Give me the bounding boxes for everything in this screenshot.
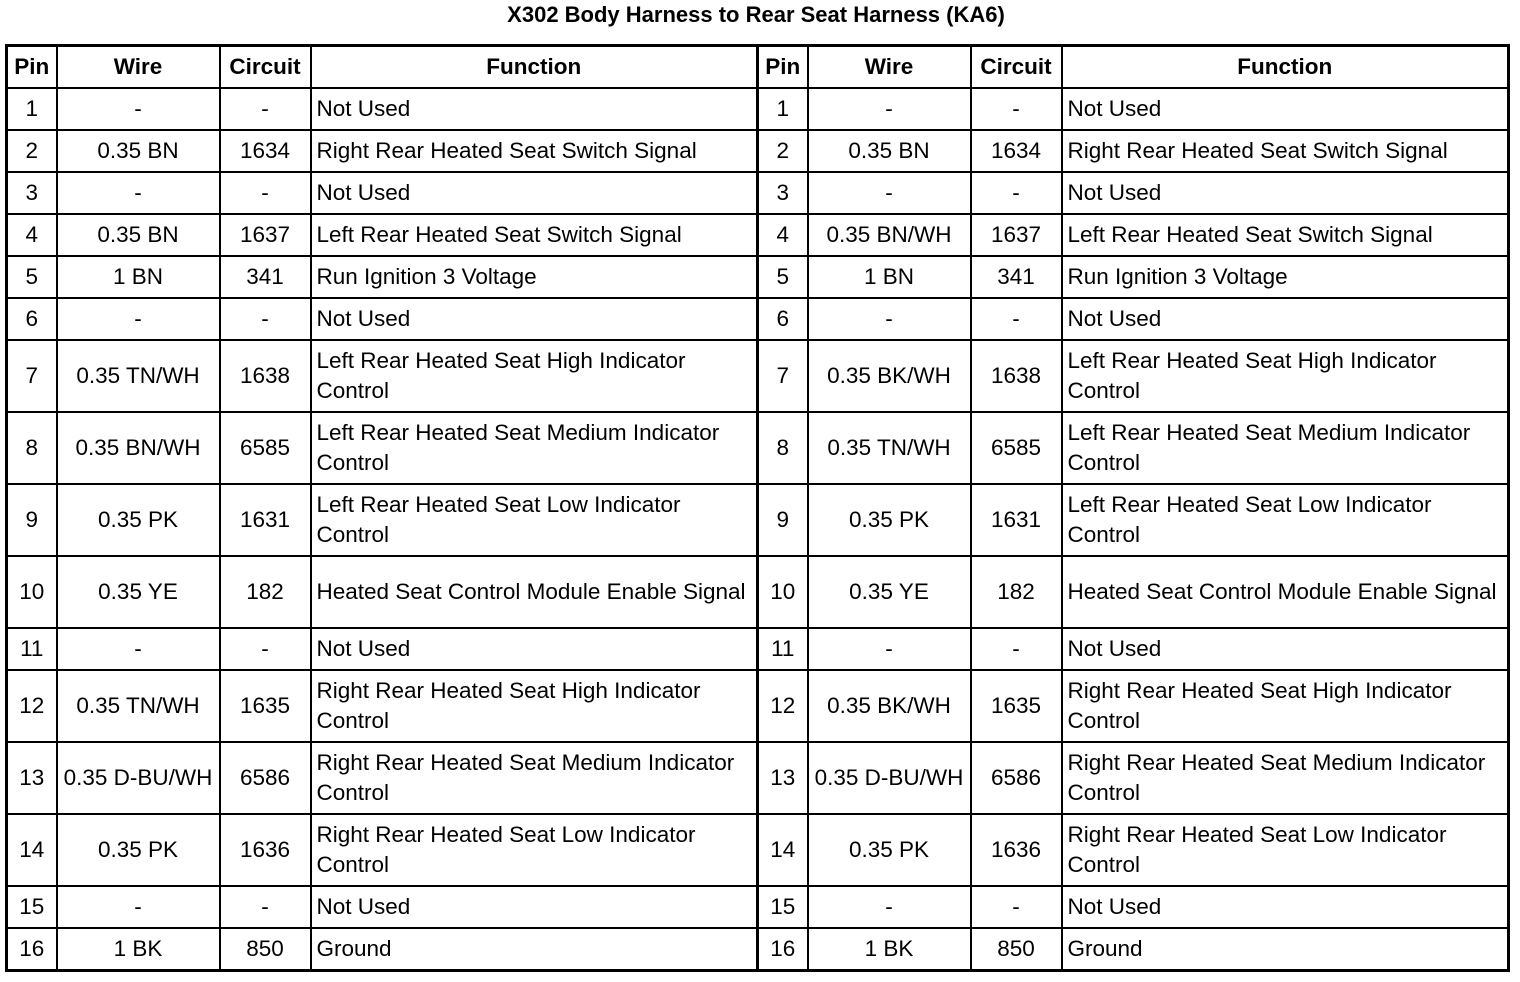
wire-cell: -	[808, 886, 971, 928]
circuit-cell: 1635	[971, 670, 1062, 742]
pin-cell: 4	[7, 214, 57, 256]
function-cell: Run Ignition 3 Voltage	[311, 256, 758, 298]
circuit-cell: 1631	[971, 484, 1062, 556]
pin-cell: 10	[758, 556, 808, 628]
function-cell: Run Ignition 3 Voltage	[1062, 256, 1509, 298]
circuit-cell: -	[220, 628, 311, 670]
pin-cell: 2	[758, 130, 808, 172]
header-pin: Pin	[758, 46, 808, 89]
header-function: Function	[1062, 46, 1509, 89]
wire-cell: 0.35 TN/WH	[57, 670, 220, 742]
function-cell: Left Rear Heated Seat High Indicator Control	[1062, 340, 1509, 412]
pin-cell: 3	[758, 172, 808, 214]
function-cell: Right Rear Heated Seat Low Indicator Control	[311, 814, 758, 886]
wire-cell: -	[57, 886, 220, 928]
connector-pinout-table	[5, 44, 1510, 972]
function-cell: Right Rear Heated Seat Medium Indicator Control	[311, 742, 758, 814]
pin-cell: 14	[7, 814, 57, 886]
wire-cell: 0.35 YE	[808, 556, 971, 628]
circuit-cell: 182	[220, 556, 311, 628]
function-cell: Not Used	[311, 88, 758, 130]
table-row	[7, 886, 1509, 928]
table-row	[7, 628, 1509, 670]
function-cell: Left Rear Heated Seat Low Indicator Control	[1062, 484, 1509, 556]
pin-cell: 16	[7, 928, 57, 971]
table-row	[7, 256, 1509, 298]
circuit-cell: 1638	[971, 340, 1062, 412]
wire-cell: 0.35 PK	[808, 814, 971, 886]
pin-cell: 5	[7, 256, 57, 298]
circuit-cell: -	[971, 172, 1062, 214]
wire-cell: -	[808, 172, 971, 214]
table-row	[7, 412, 1509, 484]
pin-cell: 7	[758, 340, 808, 412]
function-cell: Right Rear Heated Seat Switch Signal	[1062, 130, 1509, 172]
header-wire: Wire	[57, 46, 220, 89]
circuit-cell: 6586	[220, 742, 311, 814]
function-cell: Not Used	[1062, 628, 1509, 670]
circuit-cell: 1637	[971, 214, 1062, 256]
function-cell: Not Used	[1062, 886, 1509, 928]
function-cell: Not Used	[311, 886, 758, 928]
wire-cell: 0.35 BN	[57, 214, 220, 256]
function-cell: Right Rear Heated Seat Switch Signal	[311, 130, 758, 172]
function-cell: Ground	[1062, 928, 1509, 971]
wire-cell: 0.35 TN/WH	[57, 340, 220, 412]
wire-cell: -	[808, 628, 971, 670]
function-cell: Not Used	[311, 628, 758, 670]
wire-cell: -	[57, 88, 220, 130]
function-cell: Right Rear Heated Seat High Indicator Control	[311, 670, 758, 742]
function-cell: Left Rear Heated Seat Low Indicator Control	[311, 484, 758, 556]
circuit-cell: 1634	[971, 130, 1062, 172]
pin-cell: 2	[7, 130, 57, 172]
wire-cell: 0.35 PK	[57, 484, 220, 556]
pin-cell: 7	[7, 340, 57, 412]
pin-cell: 14	[758, 814, 808, 886]
pin-cell: 11	[7, 628, 57, 670]
circuit-cell: 1638	[220, 340, 311, 412]
wire-cell: 1 BN	[57, 256, 220, 298]
wire-cell: -	[57, 628, 220, 670]
circuit-cell: 850	[220, 928, 311, 971]
wire-cell: -	[808, 88, 971, 130]
function-cell: Left Rear Heated Seat Switch Signal	[1062, 214, 1509, 256]
wire-cell: 1 BK	[808, 928, 971, 971]
pin-cell: 1	[7, 88, 57, 130]
pin-cell: 8	[7, 412, 57, 484]
wire-cell: 0.35 PK	[808, 484, 971, 556]
pin-cell: 12	[7, 670, 57, 742]
header-function: Function	[311, 46, 758, 89]
wire-cell: 0.35 BN	[57, 130, 220, 172]
table-row	[7, 214, 1509, 256]
wire-cell: 0.35 BK/WH	[808, 670, 971, 742]
function-cell: Heated Seat Control Module Enable Signal	[311, 556, 758, 628]
circuit-cell: 850	[971, 928, 1062, 971]
circuit-cell: -	[971, 886, 1062, 928]
circuit-cell: 6586	[971, 742, 1062, 814]
circuit-cell: 1635	[220, 670, 311, 742]
wire-cell: 0.35 D-BU/WH	[57, 742, 220, 814]
pin-cell: 5	[758, 256, 808, 298]
function-cell: Left Rear Heated Seat Switch Signal	[311, 214, 758, 256]
circuit-cell: 6585	[971, 412, 1062, 484]
circuit-cell: 182	[971, 556, 1062, 628]
pin-cell: 9	[758, 484, 808, 556]
circuit-cell: -	[220, 886, 311, 928]
wire-cell: 0.35 D-BU/WH	[808, 742, 971, 814]
circuit-cell: 341	[220, 256, 311, 298]
wire-cell: 0.35 BK/WH	[808, 340, 971, 412]
header-pin: Pin	[7, 46, 57, 89]
function-cell: Not Used	[1062, 172, 1509, 214]
header-circuit: Circuit	[220, 46, 311, 89]
wire-cell: 1 BN	[808, 256, 971, 298]
circuit-cell: 1634	[220, 130, 311, 172]
function-cell: Right Rear Heated Seat Low Indicator Control	[1062, 814, 1509, 886]
pin-cell: 1	[758, 88, 808, 130]
pin-cell: 4	[758, 214, 808, 256]
wire-cell: 0.35 YE	[57, 556, 220, 628]
table-row	[7, 88, 1509, 130]
header-row	[7, 46, 1509, 89]
circuit-cell: 1636	[220, 814, 311, 886]
function-cell: Left Rear Heated Seat Medium Indicator Control	[1062, 412, 1509, 484]
wire-cell: 0.35 BN	[808, 130, 971, 172]
pin-cell: 11	[758, 628, 808, 670]
function-cell: Not Used	[1062, 298, 1509, 340]
pin-cell: 8	[758, 412, 808, 484]
pin-cell: 16	[758, 928, 808, 971]
wire-cell: -	[57, 172, 220, 214]
circuit-cell: -	[220, 88, 311, 130]
wire-cell: 1 BK	[57, 928, 220, 971]
table-row	[7, 670, 1509, 742]
wire-cell: 0.35 PK	[57, 814, 220, 886]
circuit-cell: 341	[971, 256, 1062, 298]
circuit-cell: -	[971, 628, 1062, 670]
table-row	[7, 340, 1509, 412]
pin-cell: 13	[7, 742, 57, 814]
header-circuit: Circuit	[971, 46, 1062, 89]
circuit-cell: 1636	[971, 814, 1062, 886]
pin-cell: 9	[7, 484, 57, 556]
wire-cell: -	[57, 298, 220, 340]
wire-cell: 0.35 BN/WH	[57, 412, 220, 484]
pin-cell: 10	[7, 556, 57, 628]
pin-cell: 15	[758, 886, 808, 928]
circuit-cell: -	[220, 172, 311, 214]
wire-cell: -	[808, 298, 971, 340]
pin-cell: 6	[758, 298, 808, 340]
pin-cell: 13	[758, 742, 808, 814]
table-row	[7, 556, 1509, 628]
page-title: X302 Body Harness to Rear Seat Harness (KA6)	[507, 2, 1005, 27]
table-row	[7, 484, 1509, 556]
header-wire: Wire	[808, 46, 971, 89]
circuit-cell: 1631	[220, 484, 311, 556]
circuit-cell: -	[220, 298, 311, 340]
function-cell: Not Used	[311, 172, 758, 214]
table-row	[7, 130, 1509, 172]
table-row	[7, 928, 1509, 971]
function-cell: Not Used	[311, 298, 758, 340]
circuit-cell: -	[971, 298, 1062, 340]
function-cell: Left Rear Heated Seat Medium Indicator Control	[311, 412, 758, 484]
function-cell: Right Rear Heated Seat High Indicator Control	[1062, 670, 1509, 742]
wire-cell: 0.35 TN/WH	[808, 412, 971, 484]
function-cell: Right Rear Heated Seat Medium Indicator Control	[1062, 742, 1509, 814]
wire-cell: 0.35 BN/WH	[808, 214, 971, 256]
circuit-cell: 1637	[220, 214, 311, 256]
table-row	[7, 172, 1509, 214]
function-cell: Left Rear Heated Seat High Indicator Control	[311, 340, 758, 412]
pin-cell: 15	[7, 886, 57, 928]
pin-cell: 6	[7, 298, 57, 340]
function-cell: Ground	[311, 928, 758, 971]
circuit-cell: 6585	[220, 412, 311, 484]
table-row	[7, 814, 1509, 886]
table-row	[7, 742, 1509, 814]
table-row	[7, 298, 1509, 340]
function-cell: Heated Seat Control Module Enable Signal	[1062, 556, 1509, 628]
pin-cell: 12	[758, 670, 808, 742]
circuit-cell: -	[971, 88, 1062, 130]
function-cell: Not Used	[1062, 88, 1509, 130]
pin-cell: 3	[7, 172, 57, 214]
